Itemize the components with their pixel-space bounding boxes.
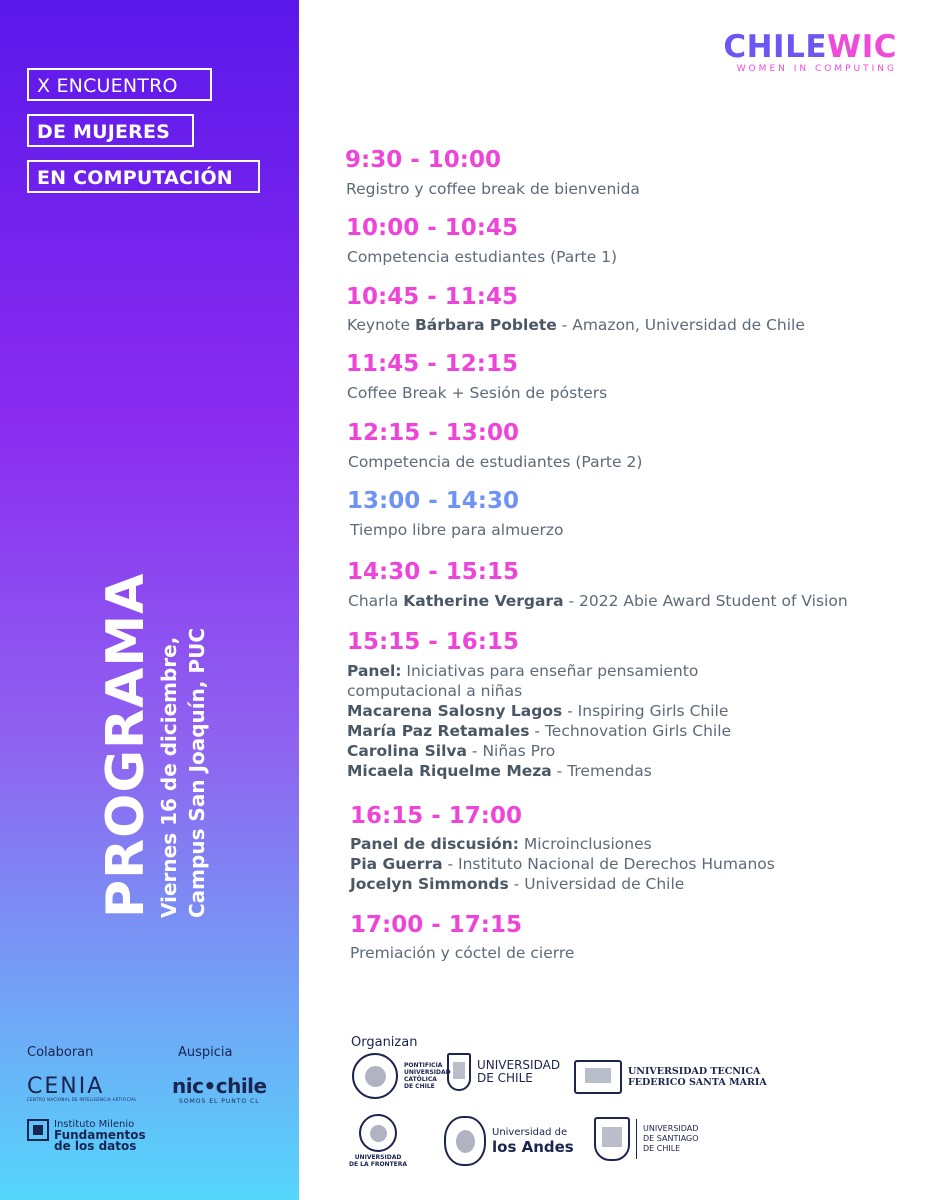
schedule-desc-5: Competencia de estudiantes (Parte 2) (348, 453, 643, 471)
schedule-desc-2: Competencia estudiantes (Parte 1) (347, 248, 618, 266)
brand-name-part2: WIC (827, 29, 897, 65)
brand-name-part1: CHILE (723, 29, 828, 65)
fundamentos-line-1: Instituto Milenio (54, 1119, 135, 1130)
nic-chile-logo (172, 1074, 267, 1105)
colaboran-label: Colaboran (27, 1045, 94, 1060)
vertical-heading (98, 573, 210, 918)
schedule-time-8: 15:15 - 16:15 (347, 629, 519, 655)
organizan-label: Organizan (351, 1035, 418, 1050)
puc-seal-icon (352, 1053, 398, 1099)
schedule-time-2: 10:00 - 10:45 (346, 215, 518, 241)
panel-1-person: Macarena Salosny Lagos - Inspiring Girls Chile (347, 702, 729, 720)
cenia-name: CENIA (27, 1074, 105, 1099)
schedule-desc-3: Keynote Bárbara Poblete - Amazon, Universidad de Chile (347, 316, 805, 334)
programa-title: PROGRAMA (96, 572, 156, 918)
panel-2-person: Pia Guerra - Instituto Nacional de Derechos Humanos (350, 855, 775, 873)
schedule-desc-1: Registro y coffee break de bienvenida (346, 180, 640, 198)
fundamentos-line-3: de los datos (54, 1139, 137, 1153)
panel-1-person: Micaela Riquelme Meza - Tremendas (347, 762, 652, 780)
event-date: Viernes 16 de diciembre, (157, 636, 181, 918)
uchile-logo: UNIVERSIDAD DE CHILE (447, 1053, 560, 1091)
panel-1-desc-cont: computacional a niñas (347, 682, 523, 700)
title-line-2: DE MUJERES (27, 114, 194, 147)
ufro-logo: UNIVERSIDAD DE LA FRONTERA (349, 1114, 407, 1168)
schedule-time-1: 9:30 - 10:00 (345, 147, 501, 173)
title-line-3: EN COMPUTACIÓN (27, 160, 260, 193)
uchile-shield-icon (447, 1053, 471, 1091)
schedule-time-10: 17:00 - 17:15 (350, 912, 522, 938)
panel-2-person: Jocelyn Simmonds - Universidad de Chile (350, 875, 685, 893)
chilewic-logo (697, 30, 897, 75)
schedule-time-6: 13:00 - 14:30 (347, 488, 519, 514)
panel-1-person: Carolina Silva - Niñas Pro (347, 742, 556, 760)
schedule-time-7: 14:30 - 15:15 (347, 559, 519, 585)
usach-shield-icon (594, 1117, 630, 1161)
schedule-desc-4: Coffee Break + Sesión de pósters (347, 384, 608, 402)
fundamentos-line-2: Fundamentos (54, 1128, 146, 1142)
puc-logo: PONTIFICIA UNIVERSIDAD CATÓLICA DE CHILE (352, 1053, 451, 1099)
panel-2-desc: Panel de discusión: Microinclusiones (350, 835, 652, 853)
schedule-time-3: 10:45 - 11:45 (346, 284, 518, 310)
schedule-desc-7: Charla Katherine Vergara - 2022 Abie Award Student of Vision (348, 592, 848, 610)
uandes-seal-icon (444, 1116, 486, 1166)
schedule-desc-6: Tiempo libre para almuerzo (350, 521, 564, 539)
schedule-time-9: 16:15 - 17:00 (350, 803, 522, 829)
schedule-time-5: 12:15 - 13:00 (347, 420, 519, 446)
left-panel (0, 0, 299, 1200)
utfsm-crest-icon (574, 1060, 622, 1094)
brand-tagline: WOMEN IN COMPUTING (736, 64, 897, 74)
utfsm-logo: UNIVERSIDAD TECNICA FEDERICO SANTA MARIA (574, 1060, 767, 1094)
uandes-logo: Universidad de los Andes (444, 1116, 574, 1166)
schedule-desc-10: Premiación y cóctel de cierre (350, 944, 575, 962)
event-place: Campus San Joaquín, PUC (185, 628, 209, 918)
fundamentos-icon (27, 1119, 49, 1141)
schedule-time-4: 11:45 - 12:15 (346, 351, 518, 377)
usach-logo: UNIVERSIDAD DE SANTIAGO DE CHILE (594, 1117, 699, 1161)
cenia-logo (27, 1074, 137, 1102)
panel-1-desc: Panel: Iniciativas para enseñar pensamiento (347, 662, 699, 680)
panel-1-person: María Paz Retamales - Technovation Girls Chile (347, 722, 732, 740)
auspicia-label: Auspicia (178, 1045, 233, 1060)
title-line-1: X ENCUENTRO (27, 68, 212, 101)
nic-chile-name: nic•chile (172, 1074, 267, 1098)
cenia-tagline: CENTRO NACIONAL DE INTELIGENCIA ARTIFICIAL (27, 1097, 137, 1102)
fundamentos-logo (27, 1119, 146, 1152)
ufro-seal-icon (359, 1114, 397, 1152)
nic-chile-tagline: SOMOS EL PUNTO CL (179, 1098, 260, 1105)
